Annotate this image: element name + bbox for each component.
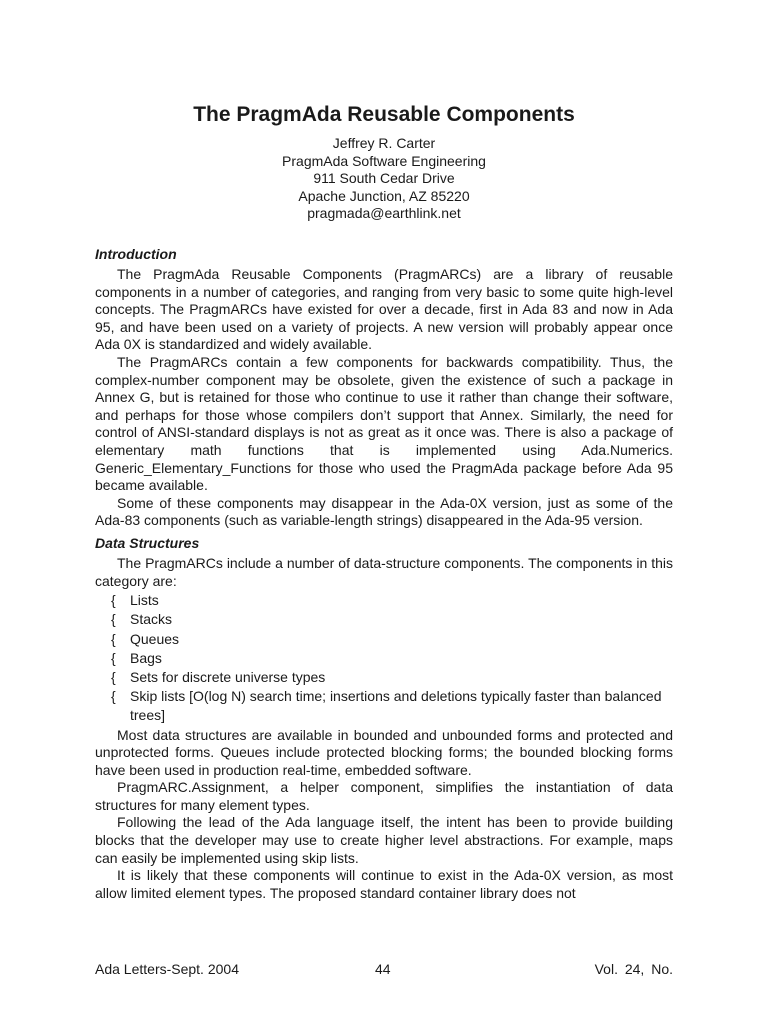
author-street: 911 South Cedar Drive [313, 170, 455, 187]
list-item-text: Queues [130, 630, 180, 647]
bullet-glyph: { [111, 630, 116, 647]
data-structures-paragraph-1: Most data structures are available in bounded and unbounded forms and protected and unprotected forms. Queues include protected blocking forms; the bounded blocking forms have been used in production real-time, embedded software. [95, 726, 673, 778]
list-item-text: Bags [130, 649, 162, 666]
footer-journal: Ada Letters-Sept. 2004 [95, 961, 239, 977]
bullet-glyph: { [111, 592, 116, 609]
list-item-text: Stacks [130, 611, 173, 628]
list-item [95, 687, 673, 725]
data-structures-paragraph-4: It is likely that these components will continue to exist in the Ada-0X version, as most allow limited element types. The proposed standard container library does not [95, 867, 673, 901]
bullet-glyph: { [111, 649, 116, 666]
intro-paragraph-1: The PragmAda Reusable Components (PragmARCs) are a library of reusable components in a number of categories, and ranging from very basic to some quite high-level concepts. The PragmARCs have existed for over a decade, first in Ada 83 and now in Ada 95, and have been used on a variety of projects. A new version will probably appear once Ada 0X is standardized and widely available. [95, 266, 673, 353]
list-item-text: Skip lists [O(log N) search time; insertions and deletions typically faster than balanced trees] [130, 688, 662, 724]
list-item [95, 668, 673, 687]
list-item [95, 649, 673, 668]
bullet-glyph: { [111, 688, 116, 705]
bullet-glyph: { [111, 668, 116, 685]
data-structures-heading: Data Structures [95, 534, 200, 551]
list-item-text: Sets for discrete universe types [130, 668, 326, 685]
introduction-heading: Introduction [95, 246, 177, 262]
component-list [95, 591, 673, 725]
author-email: pragmada@earthlink.net [307, 205, 461, 222]
footer-page-number: 44 [375, 961, 391, 977]
intro-paragraph-2: The PragmARCs contain a few components for backwards compatibility. Thus, the complex-number component may be obsolete, given the existence of such a package in Annex G, but is retained for those who continue to use it rather than change their software, and perhaps for those whose compilers don’t support that Annex. Similarly, the need for control of ANSI-standard displays is not as great as it once was. There is also a package of elementary math functions that is implemented using Ada.Numerics. Generic_Elementary_Functions for those who used the PragmAda package before Ada 95 became available. [95, 353, 673, 494]
author-name: Jeffrey R. Carter [332, 135, 436, 151]
author-city: Apache Junction, AZ 85220 [298, 187, 470, 204]
list-item-text: Lists [130, 592, 159, 609]
list-item [95, 630, 673, 649]
paper-body [95, 245, 673, 902]
footer-volume: Vol. 24, No. [594, 961, 673, 977]
paper-title: The PragmAda Reusable Components [193, 103, 575, 126]
data-structures-paragraph-2: PragmARC.Assignment, a helper component, simplifies the instantiation of data structures for many element types. [95, 779, 673, 813]
list-item [95, 591, 673, 610]
author-organization: PragmAda Software Engineering [282, 152, 486, 169]
data-structures-paragraph-3: Following the lead of the Ada language itself, the intent has been to provide building blocks that the developer may use to create higher level abstractions. For example, maps can easily be implemented using skip lists. [95, 814, 673, 866]
list-item [95, 610, 673, 629]
data-structures-intro: The PragmARCs include a number of data-structure components. The components in this category are: [95, 554, 673, 589]
bullet-glyph: { [111, 611, 116, 628]
author-block [0, 135, 768, 223]
intro-paragraph-3: Some of these components may disappear in the Ada-0X version, just as some of the Ada-83 components (such as variable-length strings) disappeared in the Ada-95 version. [95, 494, 673, 529]
